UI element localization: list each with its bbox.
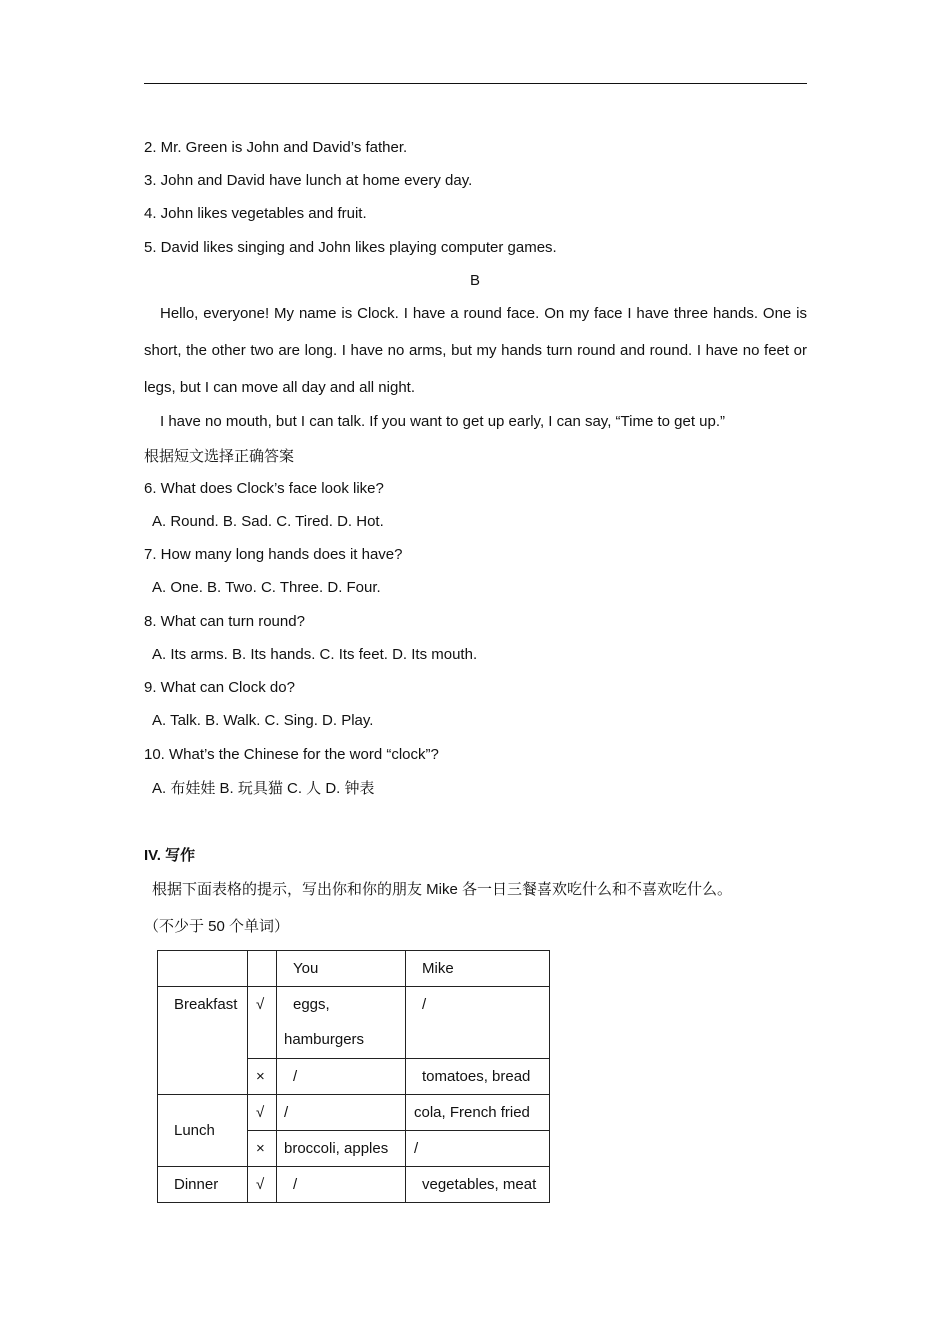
question-7: 7. How many long hands does it have?	[144, 546, 403, 563]
question-6: 6. What does Clock’s face look like?	[144, 480, 384, 497]
lunch-you-likes: /	[277, 1095, 406, 1131]
like-mark: √	[248, 1167, 277, 1203]
meal-label-dinner: Dinner	[158, 1167, 248, 1203]
meal-label-lunch: Lunch	[158, 1095, 248, 1167]
breakfast-mike-likes: /	[406, 987, 550, 1059]
writing-heading: IV. 写作	[144, 847, 196, 864]
breakfast-you-likes: eggs, hamburgers	[277, 987, 406, 1059]
question-7-options: A. One. B. Two. C. Three. D. Four.	[152, 579, 381, 596]
question-8: 8. What can turn round?	[144, 613, 305, 630]
table-cell-empty	[158, 951, 248, 987]
statement-5: 5. David likes singing and John likes playing computer games.	[144, 239, 557, 256]
table-row	[158, 1095, 550, 1131]
dinner-mike-likes: vegetables, meat	[406, 1167, 550, 1203]
lunch-mike-likes: cola, French fried	[406, 1095, 550, 1131]
header-rule	[144, 83, 807, 84]
question-8-options: A. Its arms. B. Its hands. C. Its feet. D. Its mouth.	[152, 646, 478, 663]
question-9: 9. What can Clock do?	[144, 679, 295, 696]
table-cell-empty	[248, 951, 277, 987]
question-6-options: A. Round. B. Sad. C. Tired. D. Hot.	[152, 513, 384, 530]
lunch-you-dislikes: broccoli, apples	[277, 1131, 406, 1167]
passage-paragraph-1: Hello, everyone! My name is Clock. I have a round face. On my face I have three hands. One is short, the other two are long. I have no arms, but my hands turn round and round. I have no feet or legs, but I can move all day and all night.	[144, 305, 807, 396]
table-row	[158, 1167, 550, 1203]
writing-note: （不少于 50 个单词）	[144, 918, 290, 935]
breakfast-mike-dislikes: tomatoes, bread	[406, 1059, 550, 1095]
section-b-instruction: 根据短文选择正确答案	[144, 448, 295, 465]
header-you: You	[277, 951, 406, 987]
like-mark: √	[248, 1095, 277, 1131]
table-header-row	[158, 951, 550, 987]
dinner-you-likes: /	[277, 1167, 406, 1203]
writing-instruction: 根据下面表格的提示，写出你和你的朋友 Mike 各一日三餐喜欢吃什么和不喜欢吃什么。	[152, 881, 733, 898]
statement-2: 2. Mr. Green is John and David’s father.	[144, 139, 408, 156]
section-b-label: B	[469, 272, 480, 289]
question-10: 10. What’s the Chinese for the word “clock”?	[144, 746, 439, 763]
dislike-mark: ×	[248, 1059, 277, 1095]
meal-label-breakfast: Breakfast	[158, 987, 248, 1095]
header-mike: Mike	[406, 951, 550, 987]
lunch-mike-dislikes: /	[406, 1131, 550, 1167]
meal-preference-table	[157, 950, 550, 1203]
question-10-options: A. 布娃娃 B. 玩具猫 C. 人 D. 钟表	[152, 780, 375, 797]
question-9-options: A. Talk. B. Walk. C. Sing. D. Play.	[152, 712, 374, 729]
statement-4: 4. John likes vegetables and fruit.	[144, 205, 367, 222]
passage-paragraph-2: I have no mouth, but I can talk. If you want to get up early, I can say, “Time to get up.”	[160, 413, 726, 430]
like-mark: √	[248, 987, 277, 1059]
dislike-mark: ×	[248, 1131, 277, 1167]
breakfast-you-dislikes: /	[277, 1059, 406, 1095]
table-row	[158, 987, 550, 1059]
statement-3: 3. John and David have lunch at home every day.	[144, 172, 473, 189]
